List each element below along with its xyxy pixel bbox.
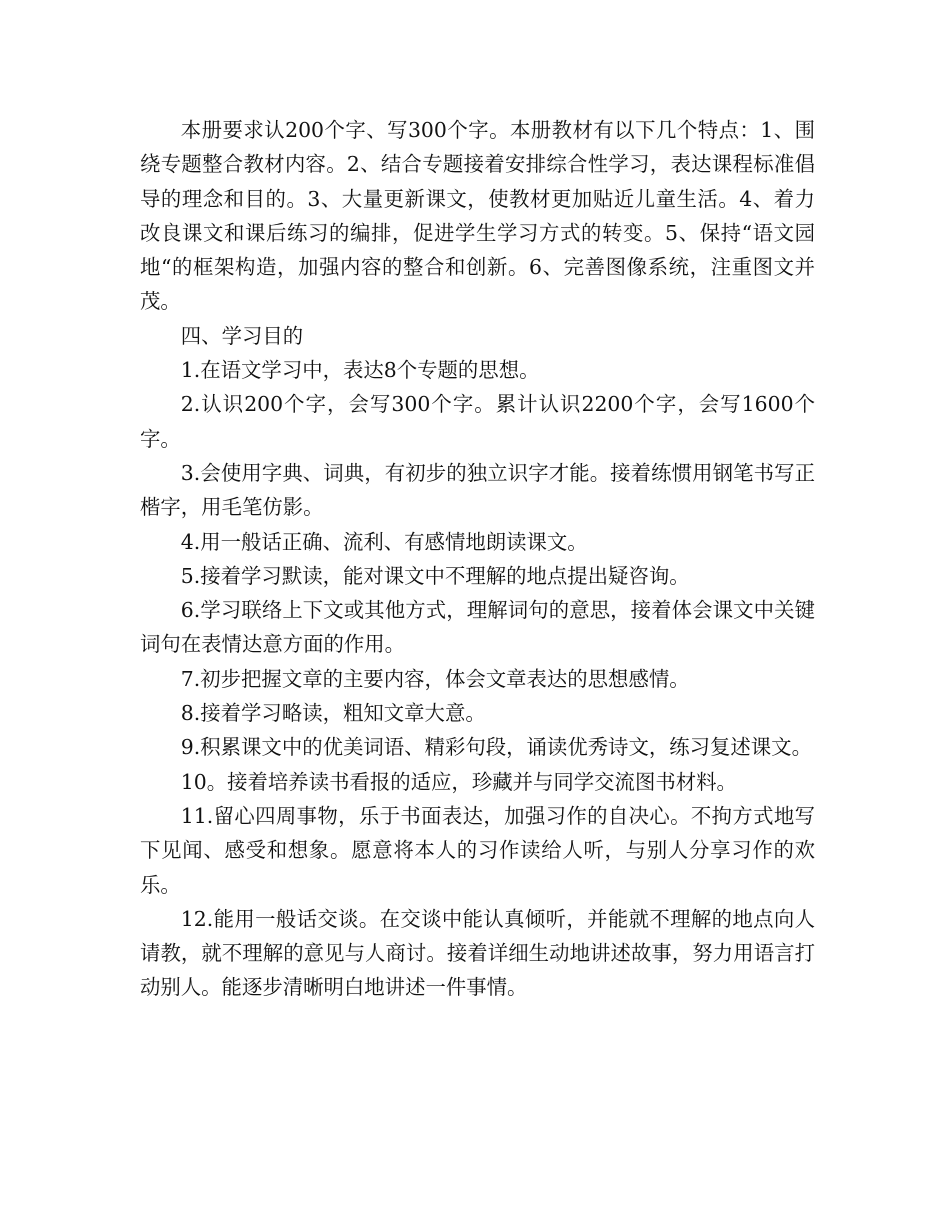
section-heading: 四、学习目的 <box>180 323 304 348</box>
paragraph-intro: 本册要求认200个字、写300个字。本册教材有以下几个特点：1、围绕专题整合教材内容。2、结合专题接着安排综合性学习，表达课程标准倡导的理念和目的。3、大量更新课文，使教材更加贴近儿童生活。4、着力改良课文和课后练习的编排，促进学生学习方式的转变。5、保持“语文园地“的框架构造，加强内容的整合和创新。6、完善图像系统，注重图文并茂。 <box>140 118 815 314</box>
goal-item-10: 10。接着培养读书看报的适应，珍藏并与同学交流图书材料。 <box>180 769 737 794</box>
goal-item-11: 11.留心四周事物，乐于书面表达，加强习作的自决心。不拘方式地写下见闻、感受和想象。愿意将本人的习作读给人听，与别人分享习作的欢乐。 <box>140 803 815 897</box>
document-body <box>140 113 815 1005</box>
goal-item-12: 12.能用一般话交谈。在交谈中能认真倾听，并能就不理解的地点向人请教，就不理解的意见与人商讨。接着详细生动地讲述故事，努力用语言打动别人。能逐步清晰明白地讲述一件事情。 <box>140 906 815 1000</box>
goal-item-4: 4.用一般话正确、流利、有感情地朗读课文。 <box>180 529 588 554</box>
goal-item-5: 5.接着学习默读，能对课文中不理解的地点提出疑咨询。 <box>180 563 690 588</box>
goal-item-1: 1.在语文学习中，表达8个专题的思想。 <box>180 358 540 383</box>
goal-item-7: 7.初步把握文章的主要内容，体会文章表达的思想感情。 <box>180 666 690 691</box>
goal-item-2: 2.认识200个字，会写300个字。累计认识2200个字，会写1600个字。 <box>140 392 815 451</box>
goal-item-9: 9.积累课文中的优美词语、精彩句段，诵读优秀诗文，练习复述课文。 <box>180 735 812 760</box>
goal-item-3: 3.会使用字典、词典，有初步的独立识字才能。接着练惯用钢笔书写正楷字，用毛笔仿影。 <box>140 460 815 520</box>
goal-item-6: 6.学习联络上下文或其他方式，理解词句的意思，接着体会课文中关键词句在表情达意方面的作用。 <box>140 598 815 657</box>
goal-item-8: 8.接着学习略读，粗知文章大意。 <box>180 701 486 726</box>
